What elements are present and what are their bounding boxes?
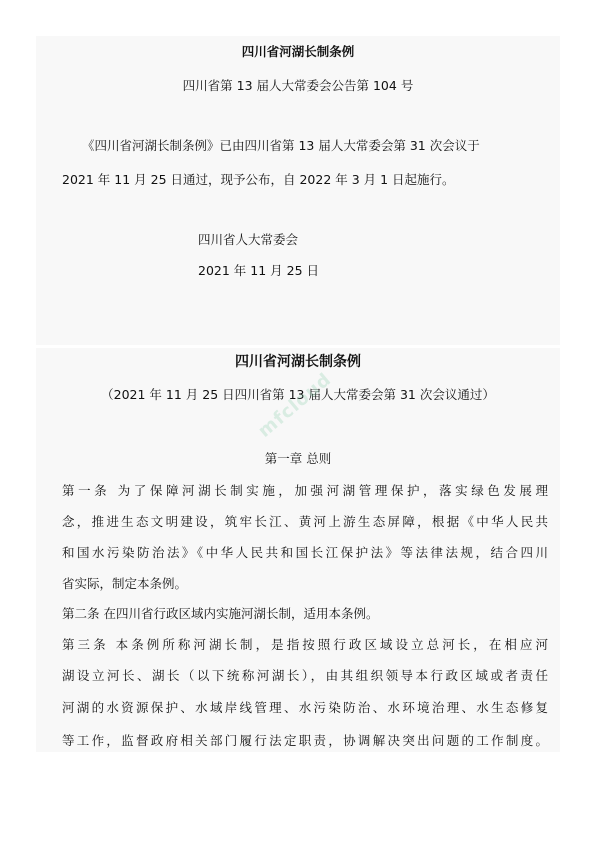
notice-body-line-2: 2021 年 11 月 25 日通过，现予公布，自 2022 年 3 月 1 日起施行。 xyxy=(62,172,455,187)
watermark-logo: mfcloud xyxy=(254,368,336,442)
article-1-line-2: 念，推进生态文明建设，筑牢长江、黄河上游生态屏障，根据《中华人民共 xyxy=(62,514,548,529)
article-1-line-1: 第一条 为了保障河湖长制实施，加强河湖管理保护，落实绿色发展理 xyxy=(62,483,548,498)
announcement-number: 四川省第 13 届人大常委会公告第 104 号 xyxy=(182,78,414,93)
article-3-line-3: 河湖的水资源保护、水域岸线管理、水污染防治、水环境治理、水生态修复 xyxy=(62,700,548,715)
adoption-note: （2021 年 11 月 25 日四川省第 13 届人大常委会第 31 次会议通过） xyxy=(101,387,495,402)
article-3-line-4: 等工作，监督政府相关部门履行法定职责，协调解决突出问题的工作制度。 xyxy=(62,733,548,748)
article-2: 第二条 在四川省行政区域内实施河湖长制，适用本条例。 xyxy=(62,606,379,621)
chapter-title: 第一章 总则 xyxy=(264,451,332,466)
article-1-line-4: 省实际，制定本条例。 xyxy=(62,576,188,591)
article-1-line-3: 和国水污染防治法》《中华人民共和国长江保护法》等法律法规，结合四川 xyxy=(62,545,548,560)
issue-date: 2021 年 11 月 25 日 xyxy=(198,263,319,278)
article-3-line-1: 第三条 本条例所称河湖长制，是指按照行政区域设立总河长，在相应河 xyxy=(62,637,548,652)
notice-body-line-1: 《四川省河湖长制条例》已由四川省第 13 届人大常委会第 31 次会议于 xyxy=(82,138,480,153)
issuer: 四川省人大常委会 xyxy=(198,232,299,247)
regulation-title: 四川省河湖长制条例 xyxy=(235,354,361,370)
notice-title: 四川省河湖长制条例 xyxy=(241,44,355,59)
article-3-line-2: 湖设立河长、湖长（以下统称河湖长），由其组织领导本行政区域或者责任 xyxy=(62,668,548,683)
